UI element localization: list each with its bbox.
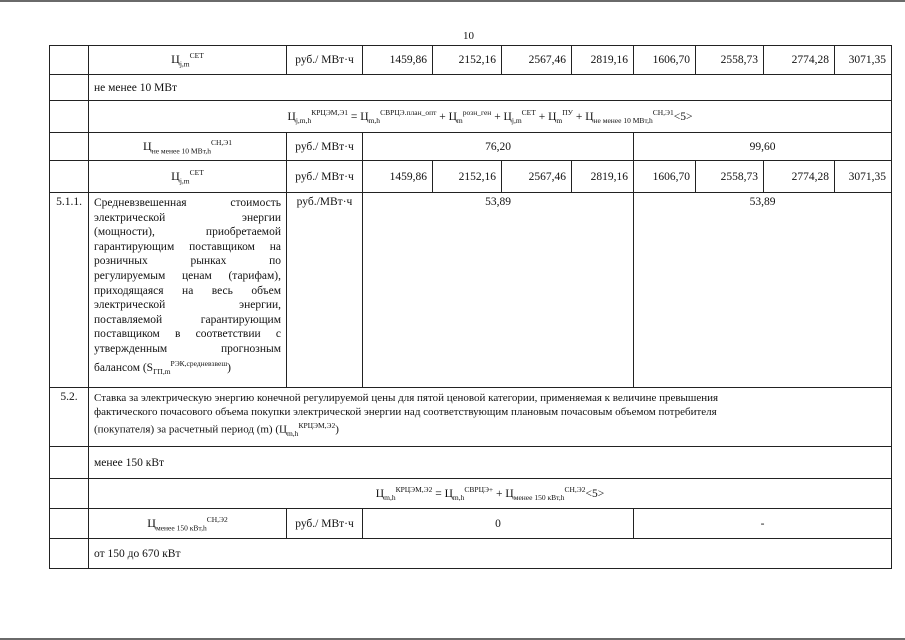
table-row (50, 479, 892, 509)
group-label: не менее 10 МВт (89, 75, 892, 101)
table-row (50, 509, 892, 539)
value-cell: - (634, 509, 892, 539)
value-cell: 2567,46 (502, 46, 572, 75)
symbol-cell: $Ц_{j,m}^{СЕТ}$ (89, 46, 287, 75)
value-cell: 2774,28 (764, 161, 835, 193)
table-row (50, 539, 892, 569)
page-number: 10 (463, 30, 474, 42)
value-cell: 99,60 (634, 133, 892, 161)
number-cell (50, 447, 89, 479)
value-cell: 2558,73 (696, 161, 764, 193)
row-number: 5.1.1. (50, 193, 89, 388)
table-row (50, 193, 892, 388)
unit-cell: руб./ МВт·ч (287, 161, 363, 193)
number-cell (50, 46, 89, 75)
value-cell: 2567,46 (502, 161, 572, 193)
value-cell: 53,89 (634, 193, 892, 388)
number-cell (50, 479, 89, 509)
formula-cell: $Ц_{m,h}^{КРЦЭМ,Э2} = Ц_{m,h}^{СВРЦЭ+} + Ц_{менее 150 кВт,h}^{СН,Э2}<5>$ (89, 479, 892, 509)
row-description: Средневзвешенная стоимость электрической энергии (мощности), приобретаемой гарантирующим поставщиком на розничных рынках по регулируемым ценам (тарифам), приходящаяся на весь объем электрической энергии, поставляемой гарантирующим поставщиком в соответствии с утвержденным прогнозным балансом $(S_{ГП,m}^{РЭК,средневзвеш})$ (89, 193, 287, 388)
formula-cell: $Ц_{j,m,h}^{КРЦЭМ,Э1} = Ц_{m,h}^{СВРЦЭ.план\_опт} + Ц_m^{розн\_ген} + Ц_{j,m}^{СЕТ} + Ц_m^{ПУ} + Ц_{не менее 10 МВт,h}^{СН,Э1}<5>$ (89, 101, 892, 133)
value-cell: 2558,73 (696, 46, 764, 75)
value-cell: 76,20 (363, 133, 634, 161)
table-row (50, 133, 892, 161)
value-cell: 2819,16 (572, 46, 634, 75)
value-cell: 0 (363, 509, 634, 539)
row-description: Ставка за электрическую энергию конечной регулируемой цены для пятой ценовой категории, применяемая к величине превышения фактического почасового объема покупки электрической энергии над соответствующим плановым почасовым объемом потребителя (покупателя) за расчетный период (m) $(Ц_{m,h}^{КРЦЭМ,Э2})$ (89, 388, 892, 447)
value-cell: 1459,86 (363, 161, 433, 193)
table-row (50, 46, 892, 75)
table-row (50, 447, 892, 479)
symbol-cell: $Ц_{j,m}^{СЕТ}$ (89, 161, 287, 193)
value-cell: 1606,70 (634, 46, 696, 75)
unit-cell: руб./МВт·ч (287, 193, 363, 388)
value-cell: 3071,35 (835, 161, 892, 193)
row-number: 5.2. (50, 388, 89, 447)
value-cell: 53,89 (363, 193, 634, 388)
unit-cell: руб./ МВт·ч (287, 509, 363, 539)
value-cell: 2152,16 (433, 46, 502, 75)
number-cell (50, 101, 89, 133)
footnote-ref: <5> (673, 110, 693, 123)
group-label: менее 150 кВт (89, 447, 892, 479)
table-row (50, 75, 892, 101)
scan-top-edge (0, 0, 905, 2)
unit-cell: руб./ МВт·ч (287, 46, 363, 75)
value-cell: 3071,35 (835, 46, 892, 75)
number-cell (50, 75, 89, 101)
value-cell: 2152,16 (433, 161, 502, 193)
footnote-ref: <5> (585, 487, 605, 500)
number-cell (50, 509, 89, 539)
value-cell: 2819,16 (572, 161, 634, 193)
tariff-table (49, 45, 892, 569)
table-row (50, 101, 892, 133)
number-cell (50, 133, 89, 161)
group-label: от 150 до 670 кВт (89, 539, 892, 569)
value-cell: 1606,70 (634, 161, 696, 193)
number-cell (50, 161, 89, 193)
value-cell: 2774,28 (764, 46, 835, 75)
unit-cell: руб./ МВт·ч (287, 133, 363, 161)
symbol-cell: $Ц_{не менее 10 МВт,h}^{СН,Э1}$ (89, 133, 287, 161)
symbol-cell: $Ц_{менее 150 кВт,h}^{СН,Э2}$ (89, 509, 287, 539)
table-row (50, 388, 892, 447)
number-cell (50, 539, 89, 569)
table-row (50, 161, 892, 193)
value-cell: 1459,86 (363, 46, 433, 75)
